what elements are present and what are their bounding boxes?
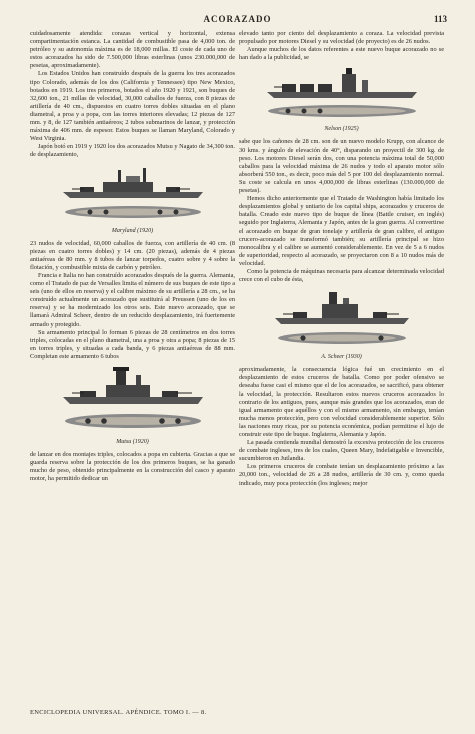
ship-illustration-mutsu [58,365,208,437]
left-paragraph-7: de lanzar en dos montajes triples, colocados a popa en cubierta. Gracias a que se guarda reserva sobre la protección de los dos primeros buques, se ha ganado mucho de peso, obtenido principalmente en la construcción del casco y aparato motor, ha permitido dedicar un [30,451,235,483]
left-paragraph-3: Japón botó en 1919 y 1920 los dos acorazados Mutsu y Nagato de 34,300 ton. de desplazamiento, [30,143,235,159]
right-paragraph-7: La pasada contienda mundial demostró la excesiva protección de los cruceros de combate ingleses, tres de los cuales, Queen Mary, Indefatigable e Invencible, sucumbieron en Jutlandia. [239,439,444,463]
right-paragraph-1: elevado tanto por ciento del desplazamiento a coraza. La velocidad prevista propulsado por motores Diesel y su velocidad (de proyecto) es de 26 nudos. [239,30,444,46]
page-footer: ENCICLOPEDIA UNIVERSAL. APÉNDICE. TOMO I. — 8. [30,709,207,716]
right-paragraph-6: aproximadamente, la consecuencia lógica fué un crecimiento en el desplazamiento de estos cruceros de batalla. Como por poder ofensivo se deseaba fuese casi el mismo que el de los acorazados, se sacrificó, para obtener la velocidad, la protección. Resultaron estos nuevos cruceros acorazados lo contrario de los antiguos, pues, aunque más grandes que los acorazados, eran de igual armamento que aquéllos y con el mismo armamento, sin embargo, tenían mucha menos protección, pero con velocidad considerablemente superior. Sólo las naciones muy ricas, por su potencia económica, podían permitirse el lujo de construir este tipo de buque. Inglaterra, Alemania y Japón. [239,366,444,438]
right-paragraph-4: Hemos dicho anteriormente que el Tratado de Washington había limitado los desplazamientos global y unitario de los capital ships, acorazados y cruceros de batalla. Creado este nuevo tipo de buque de línea (Battle cruiser, en inglés) seguido por Inglaterra, Alemania y Japón, antes de la gran guerra. Al convertirse el acorazado en buque de gran tonelaje y artillería de gran calibre, el antiguo crucero-acorazado se transformó también; su artillería principal se hizo monocalibra y el calibre se aumentó considerablemente. En vez de 5 a 6 nudos de superioridad, respecto al acorazado, se proyectaron con 8 a 10 nudos más de velocidad. [239,195,444,267]
right-paragraph-3: sabe que los cañones de 28 cm. son de un nuevo modelo Krupp, con alcance de 30 kms. y ángulo de elevación de 40°, disparando un proyectil de 300 kg. de peso. Los motores Diesel serán dos, con una potencia máxima total de 50,000 caballos para la velocidad máxima de 26 nudos y todo el aparato motor sólo absorberá 550 ton., es decir, poco más del 5 por 100 del desplazamiento normal. Su coste se calcula en unos 4,000,000 de libras esterlinas (130.000,000 de pesetas). [239,138,444,195]
left-paragraph-6: Su armamento principal lo forman 6 piezas de 28 centímetros en dos torres triples, colocadas en el plano diametral, una a proa y otra a popa; 8 piezas de 15 en torres triples, y situadas a cada banda, y 6 piezas antiaéreas de 88 mm. Completan este armamento 6 tubos [30,328,235,360]
caption-admiral-scheer: A. Scheer (1930) [321,354,362,361]
right-paragraph-8: Los primeros cruceros de combate tenían un desplazamiento próximo a las 20,000 ton., velocidad de 26 a 28 nudos, artillería de 30 cm. y, como queda indicado, muy poca protección (los ingleses; mejor [239,463,444,487]
left-column [30,30,235,483]
left-paragraph-1: cuidadosamente atendida: corazas vertical y horizontal, extensa compartimentación estanca. La cantidad de combustible pasa de 4,000 ton. de petróleo y su autonomía máxima es de 18,000 millas. El coste de cada uno de estos acorazados ha sido de 7.500,000 libras esterlinas (unos 230.000,000 de pesetas, aproximadamente). [30,30,235,70]
right-paragraph-5: Como la potencia de máquinas necesaria para alcanzar determinada velocidad crece con el cubo de ésta, [239,267,444,284]
left-paragraph-2: Los Estados Unidos han construído después de la guerra los tres acorazados tipo Colorado, además de los dos (California y Tennessee) tipo New Mexico, botados en 1919. Los tres primeros, botados el año 1920 y 1921, son buques de 32,600 ton., 21 millas de velocidad, 30,000 caballos de fuerza, con 8 piezas de artillería de 40 cm., dispuestos en cuatro torres dobles situadas en el plano diametral, a proa y a popa, con las torres interiores elevadas; 12 piezas de 127 mm. y 8, de 127 también antiaéreos; 2 tubos submarinos de lanzar, y protección máxima de 406 mm. de espesor. Estos buques se llaman Maryland, Colorado y West Virginia. [30,70,235,143]
page-number: 113 [433,14,447,24]
left-paragraph-4: 23 nudos de velocidad, 60,000 caballos de fuerza, con artillería de 40 cm. (8 piezas en cuatro torres dobles) y 14 cm. (20 piezas), además de 4 piezas antiaéreas de 80 mm. y 8 tubos de lanzar torpedos, cuatro sobre y 4 sobre la flotación, y combustible mixta de carbón y petróleo. [30,239,235,271]
running-head-title: ACORAZADO [203,14,272,24]
figure-mutsu [30,365,235,446]
right-column [239,30,444,488]
caption-mutsu: Mutsu (1920) [116,439,149,445]
ship-illustration-maryland [58,164,208,226]
caption-nelson: Nelson (1925) [324,126,359,133]
figure-admiral-scheer [239,288,444,361]
left-paragraph-5: Francia e Italia no han construído acorazados después de la guerra. Alemania, como el Tratado de paz de Versalles limita el número de sus buques de este tipo a seis (uno de ellos en reserva) y el calibre máximo de su artillería a 28 cm., se ha construído actualmente un acorazado que sustituirá al Preussen (uno de los en reserva) y se ha modernizado los otros seis. Este nuevo acorazado, que se llamará Admiral Scheer, dentro de un reducido desplazamiento, irá fuertemente armado y protegido. [30,271,235,328]
right-paragraph-2: Aunque muchos de los datos referentes a este nuevo buque acorazado no se han dado a la publicidad, se [239,46,444,62]
ship-illustration-admiral-scheer [267,288,417,352]
ship-illustration-nelson [262,66,422,124]
figure-nelson [239,66,444,133]
caption-maryland: Maryland (1920) [111,227,154,234]
figure-maryland [30,164,235,235]
